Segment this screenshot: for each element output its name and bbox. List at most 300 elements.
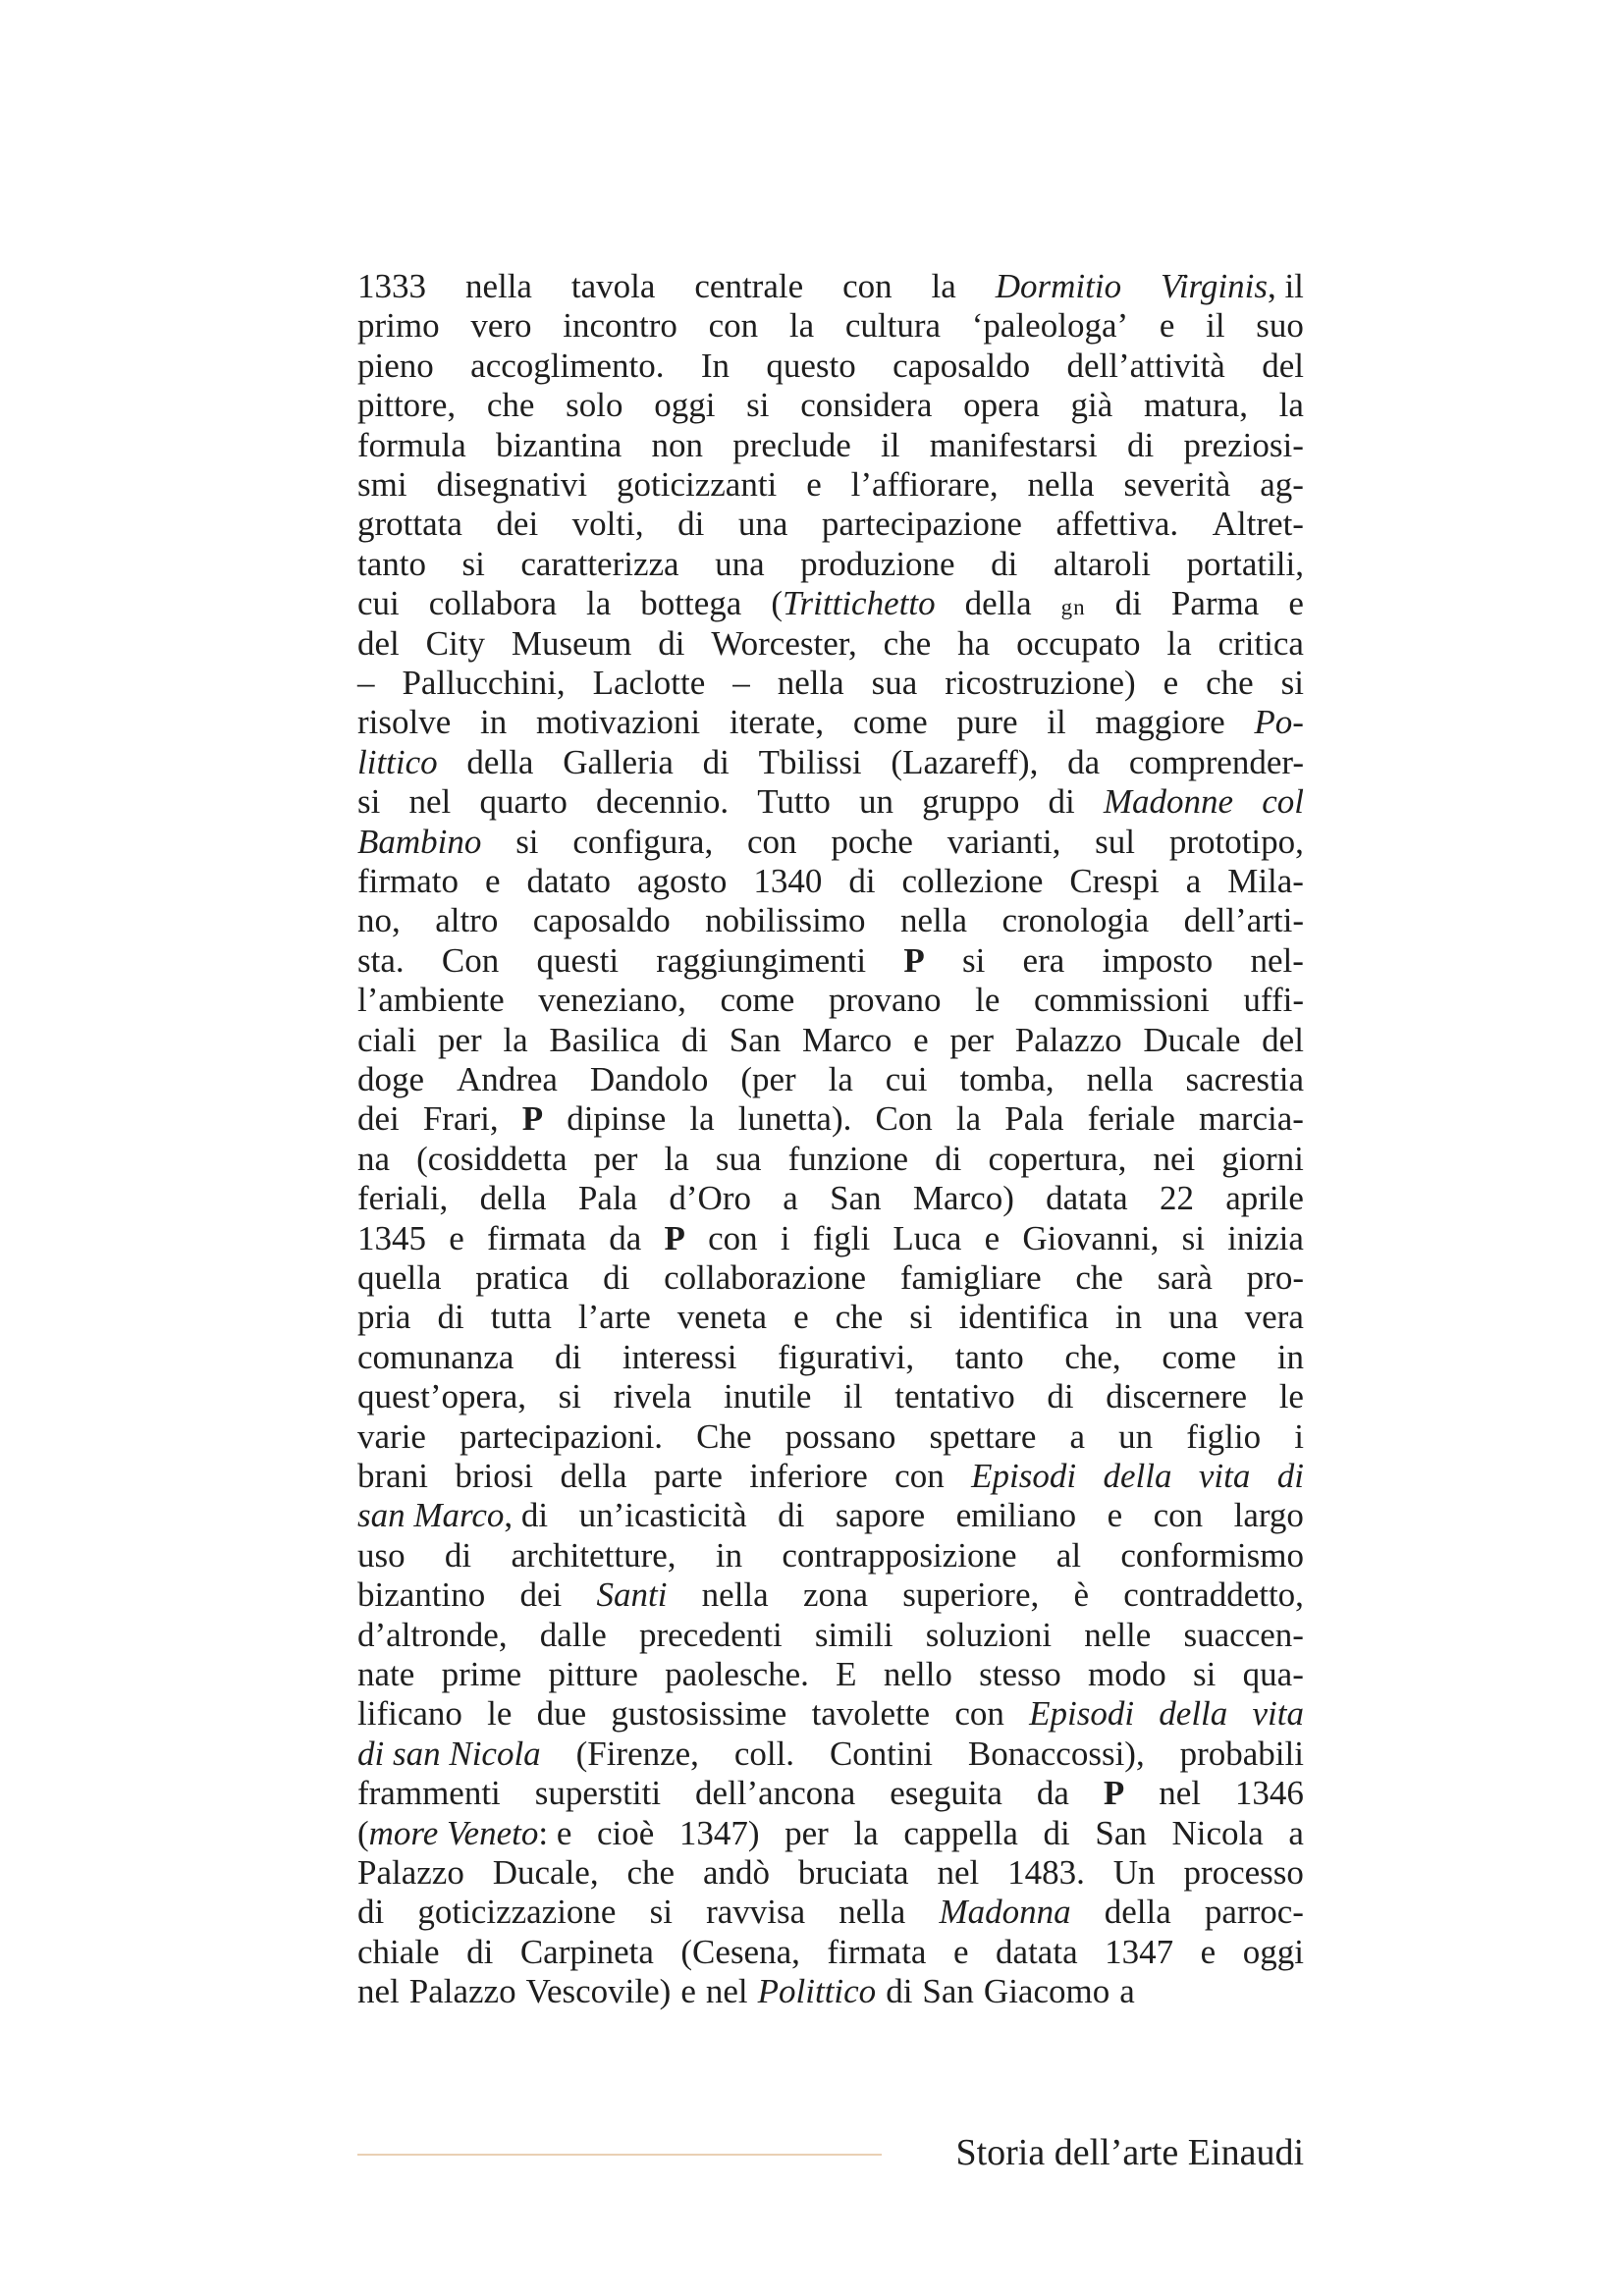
word [596, 1575, 667, 1615]
word [455, 1457, 533, 1496]
word [566, 386, 622, 425]
text-run: si [1193, 1655, 1217, 1693]
text-run: (Lazareff), [891, 743, 1039, 781]
text-run: la [788, 306, 815, 345]
text-run: con [1153, 1496, 1204, 1534]
text-run: smi [357, 465, 407, 504]
word [578, 1298, 651, 1337]
word [1163, 664, 1179, 703]
text-run: centrale [694, 267, 804, 305]
word [1028, 465, 1095, 505]
text-run: e [806, 465, 822, 504]
text-run: spettare [929, 1417, 1037, 1456]
text-run: già [1070, 386, 1113, 424]
word [949, 1021, 994, 1060]
text-line [357, 1338, 1304, 1377]
word [435, 901, 498, 940]
word [956, 1496, 1076, 1535]
text-run: Parma [1170, 584, 1260, 622]
text-run: e [1288, 584, 1304, 622]
word [709, 306, 759, 346]
text-run: nel- [1250, 941, 1304, 980]
text-run: critica [1217, 624, 1304, 663]
word [617, 465, 777, 505]
text-run: comprender- [1128, 743, 1304, 781]
word [1180, 1735, 1304, 1774]
word [1029, 1694, 1134, 1734]
word [503, 1021, 527, 1060]
text-run: Palazzo [357, 1853, 464, 1892]
text-run: nella [1027, 465, 1095, 504]
word [836, 1496, 925, 1535]
text-run: per [784, 1814, 829, 1852]
text-run: inutile [724, 1377, 812, 1415]
word [442, 1655, 522, 1694]
word [533, 901, 671, 940]
word [357, 347, 434, 386]
text-run: che [626, 1853, 676, 1892]
text-run: San [922, 1972, 974, 2010]
text-run: di [778, 1496, 805, 1534]
text-line [357, 1219, 1304, 1258]
text-run: e [485, 862, 501, 900]
word [902, 1575, 1039, 1615]
text-run: della [560, 1457, 627, 1495]
text-run: i [780, 1219, 790, 1257]
text-run: il [843, 1377, 863, 1415]
word [1251, 941, 1304, 981]
text-run: che [486, 386, 535, 424]
word [1218, 624, 1304, 664]
text-run: ag- [1260, 465, 1304, 504]
text-run: di [357, 1893, 385, 1931]
text-run: cioè [596, 1814, 655, 1852]
word [1048, 782, 1074, 822]
text-run: Frari, [422, 1099, 499, 1138]
word [1001, 901, 1149, 940]
word [681, 1021, 708, 1060]
text-run: vera [1244, 1298, 1304, 1336]
text-run: non [651, 426, 704, 464]
word [1113, 1853, 1156, 1893]
text-run: da [1036, 1774, 1069, 1812]
word [1243, 1655, 1304, 1694]
word [853, 703, 928, 742]
text-run: con [954, 1694, 1004, 1733]
text-run: sapore [835, 1496, 926, 1534]
text-run: pitture [548, 1655, 638, 1693]
word [732, 426, 850, 465]
word [1022, 1219, 1159, 1258]
text-run: si [909, 1298, 933, 1336]
text-run: le [1278, 1377, 1304, 1415]
text-line [357, 1496, 1304, 1535]
text-run: una [715, 545, 765, 583]
text-run: Po- [1254, 703, 1304, 741]
word [357, 901, 401, 940]
word [1054, 545, 1151, 584]
word [470, 306, 531, 346]
text-run: partecipazione [821, 505, 1022, 543]
text-run: figli [812, 1219, 871, 1257]
word [650, 1893, 673, 1932]
text-run: a [1069, 1417, 1086, 1456]
text-run: Madonne [1103, 782, 1234, 821]
word [694, 267, 803, 306]
word [1162, 1338, 1236, 1377]
text-run: firmata [486, 1219, 587, 1257]
text-run: 1346 [1234, 1774, 1304, 1812]
text-run: oggi [1242, 1933, 1304, 1971]
text-run: la [853, 1814, 879, 1852]
word [909, 1298, 932, 1337]
text-run: da [609, 1219, 642, 1257]
text-run: contrapposizione [782, 1536, 1017, 1575]
text-run: da [1067, 743, 1101, 781]
footer-title: Storia dell’arte Einaudi [955, 2132, 1304, 2173]
text-run: processo [1183, 1853, 1304, 1892]
word [875, 1099, 932, 1139]
word [1260, 465, 1304, 505]
word [891, 743, 1038, 782]
text-run: la [931, 267, 956, 305]
text-run: parte [653, 1457, 723, 1495]
text-line [357, 1377, 1304, 1416]
word [1119, 1972, 1135, 2011]
word [829, 1060, 853, 1099]
word [1056, 1536, 1081, 1575]
text-run: si [357, 782, 381, 821]
text-run: nella [777, 664, 844, 702]
text-run: sarà [1157, 1258, 1213, 1297]
text-run: uso [357, 1536, 406, 1575]
text-run: commissioni [1033, 981, 1210, 1019]
word [1169, 823, 1304, 862]
word [487, 386, 535, 425]
word [357, 1735, 541, 1774]
word [1186, 1060, 1304, 1099]
text-run: il [881, 426, 900, 464]
text-run: frammenti [357, 1774, 501, 1812]
text-line [357, 584, 1304, 623]
word [1161, 267, 1304, 306]
word [1279, 386, 1304, 425]
text-run: sta. [357, 941, 405, 980]
text-line [357, 823, 1304, 862]
word [442, 941, 499, 981]
text-run: e [952, 1933, 969, 1971]
text-run: la [828, 1060, 853, 1098]
text-run: con [747, 823, 797, 861]
text-run: la [1278, 386, 1304, 424]
word [567, 1099, 666, 1139]
word [357, 267, 426, 306]
word [496, 426, 622, 465]
word [520, 1933, 654, 1972]
text-run: come [1162, 1338, 1237, 1376]
text-run: conformismo [1120, 1536, 1304, 1575]
word [594, 1140, 638, 1179]
word [1199, 1099, 1304, 1139]
text-run: iterate, [729, 703, 825, 741]
word [679, 1814, 760, 1853]
word [757, 782, 831, 822]
word [738, 1099, 852, 1139]
text-run: quest’opera, [357, 1377, 527, 1415]
text-line [357, 1972, 1304, 2011]
text-run: della [1104, 1893, 1171, 1931]
word [991, 545, 1017, 584]
text-run: come [720, 981, 795, 1019]
text-run: P [1103, 1774, 1125, 1812]
word [1069, 862, 1159, 901]
text-run: l’arte [577, 1298, 651, 1336]
word [881, 426, 899, 465]
text-run: dell’attività [1066, 347, 1225, 385]
word [357, 1140, 390, 1179]
word [716, 1140, 762, 1179]
text-run: provano [828, 981, 942, 1019]
text-run: della [1159, 1694, 1228, 1733]
text-run: nei [1153, 1140, 1196, 1178]
word [1153, 1140, 1195, 1179]
word [357, 1099, 400, 1139]
text-run: l’ambiente [357, 981, 505, 1019]
word [437, 1298, 463, 1337]
text-run: gruppo [922, 782, 1020, 821]
text-run: (Cesena, [680, 1933, 800, 1971]
word [1144, 386, 1248, 425]
word [1088, 1099, 1175, 1139]
text-run: come [852, 703, 928, 741]
text-line [357, 1099, 1304, 1139]
word [429, 584, 557, 623]
text-run: cappella [903, 1814, 1018, 1852]
word [511, 1536, 676, 1575]
text-run: uffi- [1243, 981, 1304, 1019]
word [1254, 703, 1304, 742]
text-line [357, 1536, 1304, 1575]
text-run: firmata [827, 1933, 927, 1971]
word [357, 1972, 400, 2011]
text-run: incontro [563, 306, 677, 345]
text-run: del [1262, 347, 1304, 385]
word [559, 1377, 581, 1416]
text-run: e [1159, 306, 1175, 345]
text-run: di [437, 1298, 464, 1336]
text-run: a [1185, 862, 1202, 900]
word [1015, 1021, 1122, 1060]
text-line [357, 664, 1304, 703]
word [886, 1060, 928, 1099]
text-line [357, 1140, 1304, 1179]
text-run: Trittichetto [783, 584, 936, 622]
text-run: in [1114, 1298, 1143, 1336]
word [793, 1298, 809, 1337]
word [1199, 1457, 1250, 1496]
word [357, 782, 380, 822]
word [783, 1179, 798, 1218]
text-line [357, 743, 1304, 782]
word [831, 823, 913, 862]
text-run: a [1119, 1972, 1135, 2010]
word [536, 941, 619, 981]
word [357, 1893, 384, 1932]
word [703, 743, 730, 782]
word [549, 1655, 638, 1694]
text-run: poche [831, 823, 913, 861]
word [1084, 1616, 1151, 1655]
text-run: datata [996, 1933, 1078, 1971]
text-run: nella [839, 1893, 906, 1931]
word [520, 545, 678, 584]
text-run: preziosi- [1183, 426, 1304, 464]
text-run: si [461, 545, 485, 583]
text-run: gustosissime [611, 1694, 787, 1733]
text-run: partecipazioni. [460, 1417, 664, 1456]
word [496, 505, 538, 544]
text-run: San [1095, 1814, 1147, 1852]
text-line [357, 624, 1304, 664]
text-run: collabora [428, 584, 557, 622]
text-run: aprile [1225, 1179, 1304, 1217]
text-run: nobilissimo [705, 901, 866, 939]
text-run: precedenti [638, 1616, 783, 1654]
text-run: Con [875, 1099, 933, 1138]
text-run: vero [470, 306, 532, 345]
text-run: altaroli [1053, 545, 1151, 583]
word [730, 1021, 782, 1060]
word [487, 1219, 586, 1258]
word [715, 545, 765, 584]
text-run: le [487, 1694, 513, 1733]
text-line [357, 1814, 1304, 1853]
word [1115, 584, 1142, 623]
text-run: San [729, 1021, 782, 1059]
word [1277, 1457, 1304, 1496]
text-run: con [708, 1219, 758, 1257]
word [1186, 545, 1304, 584]
text-run: e [449, 1219, 464, 1257]
word [900, 1258, 1042, 1298]
word [357, 1219, 426, 1258]
text-run: Un [1112, 1853, 1156, 1892]
text-run: di [1114, 584, 1142, 622]
word [1227, 862, 1304, 901]
text-run: 1347) [678, 1814, 760, 1852]
footer-rule [357, 2154, 882, 2156]
text-run: nelle [1084, 1616, 1152, 1654]
word [900, 901, 967, 940]
text-run: di [1126, 426, 1155, 464]
text-run: del [1262, 1021, 1304, 1059]
text-line [357, 1694, 1304, 1734]
word [1281, 664, 1304, 703]
text-line [357, 981, 1304, 1020]
word [626, 1853, 675, 1893]
text-run: Crespi [1069, 862, 1160, 900]
text-run: gn [1060, 595, 1086, 619]
word [1046, 1179, 1128, 1218]
word [1104, 782, 1233, 822]
text-run: cui [885, 1060, 928, 1098]
text-run: – [732, 664, 750, 702]
word [930, 426, 1098, 465]
text-run: famigliare [899, 1258, 1042, 1297]
word [872, 664, 918, 703]
text-run: coll. [733, 1735, 795, 1773]
text-run: matura, [1144, 386, 1248, 424]
word [836, 1298, 884, 1337]
word [357, 1933, 440, 1972]
word [438, 1021, 482, 1060]
word [357, 1377, 526, 1416]
word [968, 1735, 1145, 1774]
text-run: largo [1233, 1496, 1304, 1534]
text-run: funzione [787, 1140, 909, 1178]
word [984, 1972, 1109, 2011]
word [802, 1021, 892, 1060]
text-run: dalle [539, 1616, 607, 1654]
text-run: stesso [979, 1655, 1061, 1693]
word [732, 664, 750, 703]
word [640, 584, 741, 623]
word [357, 624, 400, 664]
text-run: di [658, 624, 685, 663]
text-run: Giacomo [983, 1972, 1110, 2010]
text-run: nella [1086, 1060, 1154, 1098]
text-run: pro- [1246, 1258, 1304, 1297]
word [357, 1179, 448, 1218]
word [1037, 1774, 1069, 1813]
text-run: dei [496, 505, 539, 543]
text-run: di [444, 1536, 472, 1575]
word [778, 1496, 804, 1535]
word [1234, 1496, 1304, 1535]
text-run: di [603, 1258, 630, 1297]
word [1095, 1814, 1147, 1853]
text-run: di san Nicola [357, 1735, 541, 1773]
word [1171, 584, 1259, 623]
word [357, 1575, 485, 1615]
word [1069, 1417, 1085, 1457]
text-run: Polittico [757, 1972, 877, 2010]
text-run: (cosiddetta [416, 1140, 568, 1178]
text-run: la [689, 1099, 715, 1138]
text-run: a [783, 1179, 798, 1217]
text-run: Ducale [1143, 1021, 1241, 1059]
text-run: d’Oro [669, 1179, 751, 1217]
word [677, 1298, 767, 1337]
text-run: l’affiorare, [850, 465, 999, 504]
word [957, 624, 990, 664]
word [1095, 823, 1135, 862]
word [1102, 941, 1213, 981]
word [1201, 1933, 1217, 1972]
word [785, 1417, 896, 1457]
text-run: goticizzazione [417, 1893, 617, 1931]
text-run: ( [357, 1814, 369, 1852]
word [947, 823, 1061, 862]
text-run: col [1262, 782, 1304, 821]
text-run: pratica [475, 1258, 569, 1297]
word [457, 1060, 558, 1099]
text-line [357, 1893, 1304, 1932]
word [445, 1536, 471, 1575]
word [357, 1298, 410, 1337]
word [1067, 347, 1225, 386]
text-run: possano [784, 1417, 896, 1456]
